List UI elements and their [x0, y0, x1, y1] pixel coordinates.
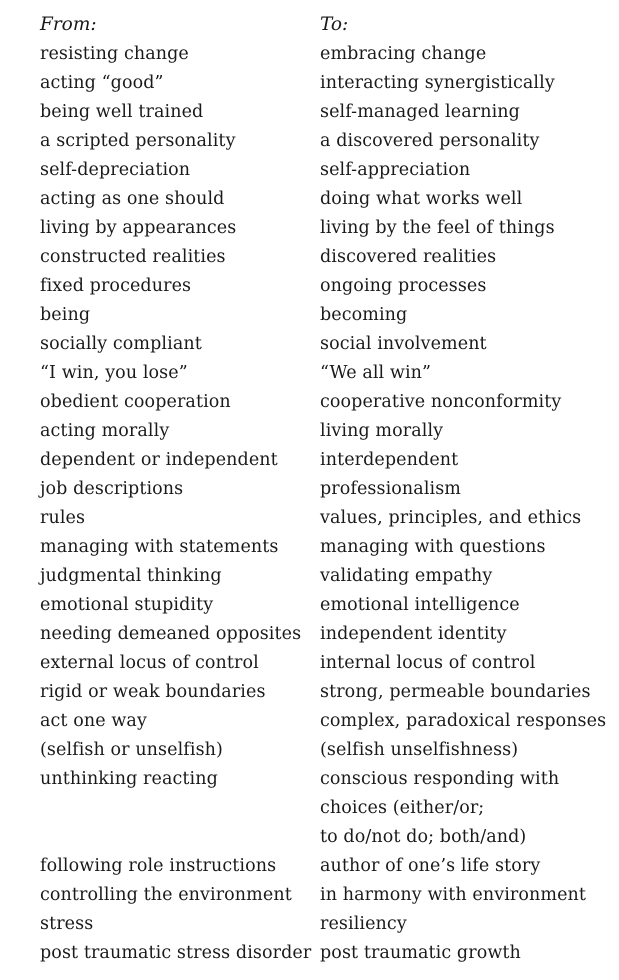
to-item: interacting synergistically — [320, 73, 555, 93]
comparison-row — [0, 243, 619, 272]
comparison-row — [0, 591, 619, 620]
comparison-row — [0, 562, 619, 591]
from-item: acting as one should — [40, 189, 225, 209]
comparison-row — [0, 765, 619, 794]
from-item: acting morally — [40, 421, 170, 441]
from-item: a scripted personality — [40, 131, 236, 151]
to-item: independent identity — [320, 624, 507, 644]
from-item: fixed procedures — [40, 276, 192, 296]
comparison-row — [0, 649, 619, 678]
from-item: dependent or independent — [40, 450, 278, 470]
comparison-row — [0, 475, 619, 504]
comparison-list — [0, 40, 619, 968]
comparison-row — [0, 794, 619, 823]
from-item: resisting change — [40, 44, 189, 64]
from-item: act one way — [40, 711, 147, 731]
comparison-row — [0, 939, 619, 968]
comparison-row — [0, 388, 619, 417]
comparison-row — [0, 823, 619, 852]
from-item: self-depreciation — [40, 160, 191, 180]
comparison-row — [0, 910, 619, 939]
from-item: socially compliant — [40, 334, 202, 354]
to-item: cooperative nonconformity — [320, 392, 562, 412]
from-item: constructed realities — [40, 247, 226, 267]
to-item: becoming — [320, 305, 408, 325]
to-item: self-managed learning — [320, 102, 520, 122]
from-item: stress — [40, 914, 94, 934]
from-item: being — [40, 305, 91, 325]
from-item: controlling the environment — [40, 885, 292, 905]
from-item: unthinking reacting — [40, 769, 218, 789]
comparison-row — [0, 417, 619, 446]
to-item: choices (either/or; — [320, 798, 485, 818]
from-item: (selfish or unselfish) — [40, 740, 223, 760]
from-item: external locus of control — [40, 653, 259, 673]
from-item: obedient cooperation — [40, 392, 231, 412]
comparison-row — [0, 707, 619, 736]
to-item: “We all win” — [320, 363, 432, 383]
from-item: living by appearances — [40, 218, 237, 238]
comparison-row — [0, 185, 619, 214]
column-header-row — [0, 12, 619, 38]
comparison-row — [0, 127, 619, 156]
comparison-row — [0, 620, 619, 649]
to-item: interdependent — [320, 450, 459, 470]
to-item: discovered realities — [320, 247, 497, 267]
comparison-row — [0, 69, 619, 98]
from-item: managing with statements — [40, 537, 279, 557]
from-item: emotional stupidity — [40, 595, 214, 615]
to-item: professionalism — [320, 479, 462, 499]
from-item: being well trained — [40, 102, 204, 122]
to-item: strong, permeable boundaries — [320, 682, 591, 702]
from-item: rigid or weak boundaries — [40, 682, 266, 702]
to-column-heading: To: — [320, 14, 349, 35]
comparison-row — [0, 214, 619, 243]
to-item: doing what works well — [320, 189, 523, 209]
comparison-row — [0, 533, 619, 562]
comparison-row — [0, 504, 619, 533]
to-item: living by the feel of things — [320, 218, 555, 238]
comparison-row — [0, 156, 619, 185]
to-item: ongoing processes — [320, 276, 487, 296]
comparison-row — [0, 678, 619, 707]
from-item: rules — [40, 508, 86, 528]
comparison-row — [0, 98, 619, 127]
from-item: acting “good” — [40, 73, 164, 93]
from-item: judgmental thinking — [40, 566, 222, 586]
from-column-heading: From: — [40, 14, 97, 35]
from-item: “I win, you lose” — [40, 363, 188, 383]
from-item: following role instructions — [40, 856, 277, 876]
to-item: internal locus of control — [320, 653, 536, 673]
comparison-row — [0, 330, 619, 359]
to-item: a discovered personality — [320, 131, 540, 151]
from-item: needing demeaned opposites — [40, 624, 302, 644]
to-item: social involvement — [320, 334, 487, 354]
from-item: job descriptions — [40, 479, 184, 499]
to-item: (selfish unselfishness) — [320, 740, 519, 760]
to-item: emotional intelligence — [320, 595, 520, 615]
to-item: complex, paradoxical responses — [320, 711, 607, 731]
to-item: living morally — [320, 421, 444, 441]
comparison-row — [0, 446, 619, 475]
from-item: post traumatic stress disorder — [40, 943, 312, 963]
to-item: conscious responding with — [320, 769, 560, 789]
to-item: author of one’s life story — [320, 856, 541, 876]
to-item: in harmony with environment — [320, 885, 587, 905]
comparison-row — [0, 852, 619, 881]
comparison-row — [0, 881, 619, 910]
comparison-row — [0, 272, 619, 301]
to-item: validating empathy — [320, 566, 493, 586]
to-item: post traumatic growth — [320, 943, 521, 963]
comparison-row — [0, 301, 619, 330]
to-item: values, principles, and ethics — [320, 508, 582, 528]
to-item: embracing change — [320, 44, 487, 64]
comparison-row — [0, 359, 619, 388]
to-item: managing with questions — [320, 537, 546, 557]
to-item: resiliency — [320, 914, 407, 934]
comparison-row — [0, 736, 619, 765]
to-item: self-appreciation — [320, 160, 471, 180]
to-item: to do/not do; both/and) — [320, 827, 527, 847]
comparison-row — [0, 40, 619, 69]
